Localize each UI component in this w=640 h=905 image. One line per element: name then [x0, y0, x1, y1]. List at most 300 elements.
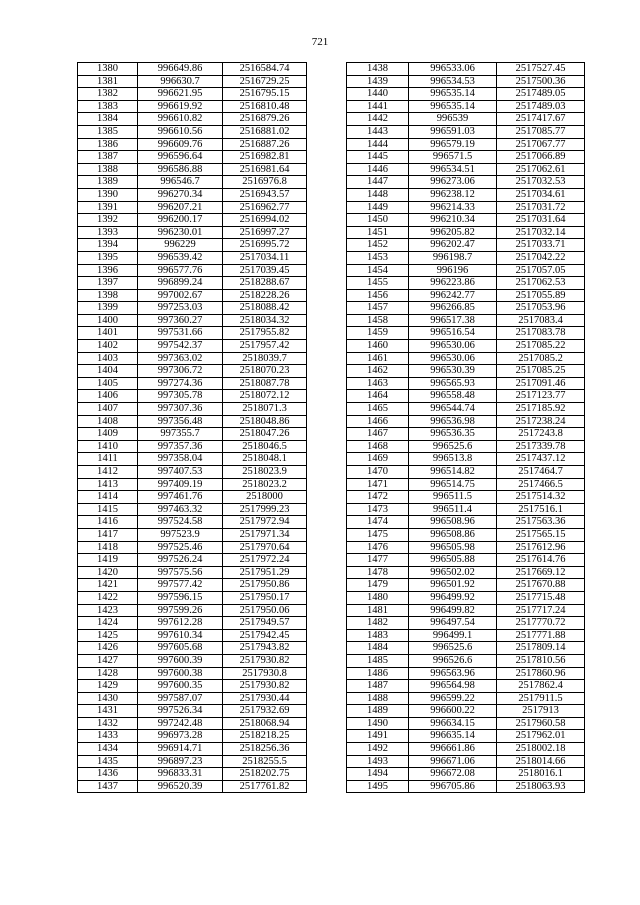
y-coordinate-cell: 2517085.25 [497, 365, 585, 378]
table-row [78, 63, 307, 76]
y-coordinate-cell: 2517930.8 [223, 667, 307, 680]
table-row [78, 88, 307, 101]
table-row [347, 75, 585, 88]
x-coordinate-cell: 996223.86 [409, 277, 497, 290]
point-number-cell: 1403 [78, 352, 138, 365]
table-row [78, 352, 307, 365]
table-row [347, 654, 585, 667]
x-coordinate-cell: 996577.76 [138, 264, 223, 277]
x-coordinate-cell: 996600.22 [409, 705, 497, 718]
table-row [78, 743, 307, 756]
y-coordinate-cell: 2517055.89 [497, 289, 585, 302]
table-row [78, 667, 307, 680]
table-row [78, 629, 307, 642]
y-coordinate-cell: 2517669.12 [497, 566, 585, 579]
x-coordinate-cell: 996609.76 [138, 138, 223, 151]
table-row [78, 428, 307, 441]
point-number-cell: 1438 [347, 63, 409, 76]
x-coordinate-cell: 997363.02 [138, 352, 223, 365]
x-coordinate-cell: 997526.34 [138, 705, 223, 718]
x-coordinate-cell: 997357.36 [138, 440, 223, 453]
table-row [78, 554, 307, 567]
table-row [347, 214, 585, 227]
x-coordinate-cell: 996242.77 [409, 289, 497, 302]
point-number-cell: 1477 [347, 554, 409, 567]
table-row [78, 768, 307, 781]
y-coordinate-cell: 2517612.96 [497, 541, 585, 554]
x-coordinate-cell: 997587.07 [138, 692, 223, 705]
point-number-cell: 1474 [347, 516, 409, 529]
x-coordinate-cell: 996526.6 [409, 654, 497, 667]
x-coordinate-cell: 996565.93 [409, 377, 497, 390]
point-number-cell: 1432 [78, 717, 138, 730]
y-coordinate-cell: 2517032.14 [497, 226, 585, 239]
y-coordinate-cell: 2517717.24 [497, 604, 585, 617]
table-row [347, 642, 585, 655]
x-coordinate-cell: 996514.75 [409, 478, 497, 491]
y-coordinate-cell: 2517053.96 [497, 302, 585, 315]
point-number-cell: 1381 [78, 75, 138, 88]
y-coordinate-cell: 2516982.81 [223, 151, 307, 164]
y-coordinate-cell: 2518072.12 [223, 390, 307, 403]
point-number-cell: 1479 [347, 579, 409, 592]
point-number-cell: 1491 [347, 730, 409, 743]
point-number-cell: 1423 [78, 604, 138, 617]
x-coordinate-cell: 996599.22 [409, 692, 497, 705]
point-number-cell: 1488 [347, 692, 409, 705]
x-coordinate-cell: 996586.88 [138, 163, 223, 176]
table-row [78, 692, 307, 705]
table-row [347, 730, 585, 743]
point-number-cell: 1425 [78, 629, 138, 642]
table-row [78, 188, 307, 201]
point-number-cell: 1475 [347, 528, 409, 541]
point-number-cell: 1415 [78, 503, 138, 516]
point-number-cell: 1395 [78, 251, 138, 264]
table-row [347, 667, 585, 680]
table-row [78, 591, 307, 604]
table-row [347, 327, 585, 340]
y-coordinate-cell: 2517715.48 [497, 591, 585, 604]
x-coordinate-cell: 997612.28 [138, 617, 223, 630]
y-coordinate-cell: 2517930.44 [223, 692, 307, 705]
point-number-cell: 1393 [78, 226, 138, 239]
y-coordinate-cell: 2517930.82 [223, 680, 307, 693]
table-row [78, 755, 307, 768]
table-row [347, 365, 585, 378]
table-row [347, 478, 585, 491]
x-coordinate-cell: 997358.04 [138, 453, 223, 466]
table-row [347, 755, 585, 768]
x-coordinate-cell: 996238.12 [409, 188, 497, 201]
y-coordinate-cell: 2517999.23 [223, 503, 307, 516]
x-coordinate-cell: 996539.42 [138, 251, 223, 264]
x-coordinate-cell: 997407.53 [138, 466, 223, 479]
table-row [347, 579, 585, 592]
y-coordinate-cell: 2517085.22 [497, 340, 585, 353]
y-coordinate-cell: 2518087.78 [223, 377, 307, 390]
y-coordinate-cell: 2517911.5 [497, 692, 585, 705]
point-number-cell: 1410 [78, 440, 138, 453]
x-coordinate-cell: 997577.42 [138, 579, 223, 592]
point-number-cell: 1416 [78, 516, 138, 529]
point-number-cell: 1459 [347, 327, 409, 340]
x-coordinate-cell: 996619.92 [138, 100, 223, 113]
table-row [78, 705, 307, 718]
x-coordinate-cell: 996634.15 [409, 717, 497, 730]
x-coordinate-cell: 996205.82 [409, 226, 497, 239]
table-row [347, 314, 585, 327]
table-row [78, 566, 307, 579]
point-number-cell: 1476 [347, 541, 409, 554]
point-number-cell: 1408 [78, 415, 138, 428]
table-row [78, 440, 307, 453]
point-number-cell: 1405 [78, 377, 138, 390]
point-number-cell: 1412 [78, 466, 138, 479]
point-number-cell: 1492 [347, 743, 409, 756]
point-number-cell: 1465 [347, 403, 409, 416]
x-coordinate-cell: 996517.38 [409, 314, 497, 327]
point-number-cell: 1427 [78, 654, 138, 667]
table-row [347, 100, 585, 113]
table-row [78, 415, 307, 428]
y-coordinate-cell: 2517516.1 [497, 503, 585, 516]
point-number-cell: 1478 [347, 566, 409, 579]
y-coordinate-cell: 2517489.03 [497, 100, 585, 113]
table-row [78, 516, 307, 529]
y-coordinate-cell: 2517950.17 [223, 591, 307, 604]
table-body [78, 63, 307, 793]
table-row [347, 453, 585, 466]
x-coordinate-cell: 997274.36 [138, 377, 223, 390]
y-coordinate-cell: 2518039.7 [223, 352, 307, 365]
x-coordinate-cell: 996536.35 [409, 428, 497, 441]
x-coordinate-cell: 996198.7 [409, 251, 497, 264]
point-number-cell: 1420 [78, 566, 138, 579]
table-row [347, 516, 585, 529]
y-coordinate-cell: 2518048.86 [223, 415, 307, 428]
x-coordinate-cell: 996514.82 [409, 466, 497, 479]
table-row [78, 163, 307, 176]
y-coordinate-cell: 2517971.34 [223, 528, 307, 541]
y-coordinate-cell: 2517563.36 [497, 516, 585, 529]
point-number-cell: 1449 [347, 201, 409, 214]
table-row [347, 466, 585, 479]
y-coordinate-cell: 2516997.27 [223, 226, 307, 239]
point-number-cell: 1400 [78, 314, 138, 327]
y-coordinate-cell: 2517067.77 [497, 138, 585, 151]
table-row [347, 403, 585, 416]
x-coordinate-cell: 996649.86 [138, 63, 223, 76]
x-coordinate-cell: 996530.06 [409, 352, 497, 365]
table-row [347, 289, 585, 302]
coordinates-table-right [346, 62, 585, 793]
table-row [78, 730, 307, 743]
x-coordinate-cell: 997605.68 [138, 642, 223, 655]
table-row [347, 743, 585, 756]
point-number-cell: 1433 [78, 730, 138, 743]
point-number-cell: 1435 [78, 755, 138, 768]
y-coordinate-cell: 2518218.25 [223, 730, 307, 743]
table-row [347, 705, 585, 718]
x-coordinate-cell: 996525.6 [409, 440, 497, 453]
table-row [78, 176, 307, 189]
point-number-cell: 1451 [347, 226, 409, 239]
table-row [347, 390, 585, 403]
y-coordinate-cell: 2517930.82 [223, 654, 307, 667]
table-row [347, 277, 585, 290]
table-row [78, 251, 307, 264]
point-number-cell: 1450 [347, 214, 409, 227]
y-coordinate-cell: 2517339.78 [497, 440, 585, 453]
point-number-cell: 1468 [347, 440, 409, 453]
table-row [78, 327, 307, 340]
x-coordinate-cell: 996596.64 [138, 151, 223, 164]
point-number-cell: 1453 [347, 251, 409, 264]
y-coordinate-cell: 2517614.76 [497, 554, 585, 567]
point-number-cell: 1390 [78, 188, 138, 201]
y-coordinate-cell: 2518034.32 [223, 314, 307, 327]
table-row [78, 226, 307, 239]
point-number-cell: 1445 [347, 151, 409, 164]
table-row [78, 579, 307, 592]
x-coordinate-cell: 996591.03 [409, 125, 497, 138]
y-coordinate-cell: 2517972.24 [223, 554, 307, 567]
table-row [347, 428, 585, 441]
table-row [347, 88, 585, 101]
x-coordinate-cell: 996505.98 [409, 541, 497, 554]
table-row [347, 554, 585, 567]
x-coordinate-cell: 996530.06 [409, 340, 497, 353]
x-coordinate-cell: 996513.8 [409, 453, 497, 466]
point-number-cell: 1398 [78, 289, 138, 302]
y-coordinate-cell: 2517464.7 [497, 466, 585, 479]
table-row [78, 377, 307, 390]
point-number-cell: 1419 [78, 554, 138, 567]
table-row [347, 302, 585, 315]
table-row [347, 138, 585, 151]
x-coordinate-cell: 996544.74 [409, 403, 497, 416]
point-number-cell: 1396 [78, 264, 138, 277]
y-coordinate-cell: 2518255.5 [223, 755, 307, 768]
point-number-cell: 1380 [78, 63, 138, 76]
table-row [347, 617, 585, 630]
x-coordinate-cell: 997305.78 [138, 390, 223, 403]
table-row [347, 340, 585, 353]
x-coordinate-cell: 997600.38 [138, 667, 223, 680]
table-row [78, 214, 307, 227]
table-row [78, 617, 307, 630]
y-coordinate-cell: 2517066.89 [497, 151, 585, 164]
table-row [78, 151, 307, 164]
table-row [347, 591, 585, 604]
y-coordinate-cell: 2517670.88 [497, 579, 585, 592]
point-number-cell: 1439 [347, 75, 409, 88]
y-coordinate-cell: 2518068.94 [223, 717, 307, 730]
table-row [347, 377, 585, 390]
table-row [347, 717, 585, 730]
point-number-cell: 1471 [347, 478, 409, 491]
y-coordinate-cell: 2516995.72 [223, 239, 307, 252]
point-number-cell: 1493 [347, 755, 409, 768]
x-coordinate-cell: 997002.67 [138, 289, 223, 302]
point-number-cell: 1391 [78, 201, 138, 214]
point-number-cell: 1446 [347, 163, 409, 176]
y-coordinate-cell: 2517243.8 [497, 428, 585, 441]
point-number-cell: 1437 [78, 780, 138, 793]
y-coordinate-cell: 2517466.5 [497, 478, 585, 491]
y-coordinate-cell: 2517943.82 [223, 642, 307, 655]
table-row [347, 188, 585, 201]
point-number-cell: 1481 [347, 604, 409, 617]
y-coordinate-cell: 2516962.77 [223, 201, 307, 214]
point-number-cell: 1401 [78, 327, 138, 340]
table-row [78, 680, 307, 693]
point-number-cell: 1394 [78, 239, 138, 252]
y-coordinate-cell: 2518256.36 [223, 743, 307, 756]
x-coordinate-cell: 996571.5 [409, 151, 497, 164]
table-row [347, 440, 585, 453]
y-coordinate-cell: 2516981.64 [223, 163, 307, 176]
y-coordinate-cell: 2517955.82 [223, 327, 307, 340]
x-coordinate-cell: 997575.56 [138, 566, 223, 579]
x-coordinate-cell: 997599.26 [138, 604, 223, 617]
point-number-cell: 1487 [347, 680, 409, 693]
y-coordinate-cell: 2517950.86 [223, 579, 307, 592]
table-row [78, 365, 307, 378]
x-coordinate-cell: 996914.71 [138, 743, 223, 756]
x-coordinate-cell: 996897.23 [138, 755, 223, 768]
point-number-cell: 1414 [78, 491, 138, 504]
table-body [347, 63, 585, 793]
point-number-cell: 1387 [78, 151, 138, 164]
point-number-cell: 1384 [78, 113, 138, 126]
point-number-cell: 1443 [347, 125, 409, 138]
x-coordinate-cell: 997600.39 [138, 654, 223, 667]
point-number-cell: 1388 [78, 163, 138, 176]
x-coordinate-cell: 997524.58 [138, 516, 223, 529]
x-coordinate-cell: 997306.72 [138, 365, 223, 378]
x-coordinate-cell: 996564.98 [409, 680, 497, 693]
x-coordinate-cell: 996499.82 [409, 604, 497, 617]
x-coordinate-cell: 996508.86 [409, 528, 497, 541]
y-coordinate-cell: 2518002.18 [497, 743, 585, 756]
table-row [78, 75, 307, 88]
y-coordinate-cell: 2517031.72 [497, 201, 585, 214]
x-coordinate-cell: 996535.14 [409, 88, 497, 101]
point-number-cell: 1430 [78, 692, 138, 705]
y-coordinate-cell: 2517085.2 [497, 352, 585, 365]
y-coordinate-cell: 2517083.78 [497, 327, 585, 340]
point-number-cell: 1434 [78, 743, 138, 756]
x-coordinate-cell: 996511.5 [409, 491, 497, 504]
x-coordinate-cell: 996630.7 [138, 75, 223, 88]
table-row [78, 717, 307, 730]
point-number-cell: 1418 [78, 541, 138, 554]
point-number-cell: 1436 [78, 768, 138, 781]
y-coordinate-cell: 2517957.42 [223, 340, 307, 353]
table-row [78, 277, 307, 290]
table-row [347, 491, 585, 504]
y-coordinate-cell: 2517500.36 [497, 75, 585, 88]
y-coordinate-cell: 2516976.8 [223, 176, 307, 189]
y-coordinate-cell: 2517039.45 [223, 264, 307, 277]
point-number-cell: 1411 [78, 453, 138, 466]
x-coordinate-cell: 996610.82 [138, 113, 223, 126]
point-number-cell: 1485 [347, 654, 409, 667]
x-coordinate-cell: 997531.66 [138, 327, 223, 340]
point-number-cell: 1440 [347, 88, 409, 101]
coordinates-table-left [77, 62, 307, 793]
table-row [347, 680, 585, 693]
table-row [347, 201, 585, 214]
y-coordinate-cell: 2518070.23 [223, 365, 307, 378]
point-number-cell: 1383 [78, 100, 138, 113]
point-number-cell: 1429 [78, 680, 138, 693]
x-coordinate-cell: 996899.24 [138, 277, 223, 290]
point-number-cell: 1397 [78, 277, 138, 290]
table-row [78, 340, 307, 353]
table-row [78, 113, 307, 126]
x-coordinate-cell: 996270.34 [138, 188, 223, 201]
point-number-cell: 1473 [347, 503, 409, 516]
y-coordinate-cell: 2516795.15 [223, 88, 307, 101]
y-coordinate-cell: 2517085.77 [497, 125, 585, 138]
table-row [78, 125, 307, 138]
point-number-cell: 1407 [78, 403, 138, 416]
y-coordinate-cell: 2517091.46 [497, 377, 585, 390]
x-coordinate-cell: 996214.33 [409, 201, 497, 214]
point-number-cell: 1480 [347, 591, 409, 604]
y-coordinate-cell: 2518016.1 [497, 768, 585, 781]
x-coordinate-cell: 996266.85 [409, 302, 497, 315]
table-row [347, 163, 585, 176]
x-coordinate-cell: 997355.7 [138, 428, 223, 441]
x-coordinate-cell: 996525.6 [409, 642, 497, 655]
y-coordinate-cell: 2518000 [223, 491, 307, 504]
y-coordinate-cell: 2517042.22 [497, 251, 585, 264]
x-coordinate-cell: 996558.48 [409, 390, 497, 403]
x-coordinate-cell: 997409.19 [138, 478, 223, 491]
y-coordinate-cell: 2517942.45 [223, 629, 307, 642]
table-row [78, 541, 307, 554]
y-coordinate-cell: 2517034.61 [497, 188, 585, 201]
point-number-cell: 1495 [347, 780, 409, 793]
y-coordinate-cell: 2517809.14 [497, 642, 585, 655]
point-number-cell: 1444 [347, 138, 409, 151]
x-coordinate-cell: 996502.02 [409, 566, 497, 579]
y-coordinate-cell: 2516810.48 [223, 100, 307, 113]
y-coordinate-cell: 2516887.26 [223, 138, 307, 151]
table-row [347, 541, 585, 554]
table-row [78, 491, 307, 504]
x-coordinate-cell: 996671.06 [409, 755, 497, 768]
y-coordinate-cell: 2517761.82 [223, 780, 307, 793]
point-number-cell: 1490 [347, 717, 409, 730]
y-coordinate-cell: 2517514.32 [497, 491, 585, 504]
table-row [347, 604, 585, 617]
y-coordinate-cell: 2517032.53 [497, 176, 585, 189]
y-coordinate-cell: 2517057.05 [497, 264, 585, 277]
table-row [78, 604, 307, 617]
x-coordinate-cell: 997463.32 [138, 503, 223, 516]
point-number-cell: 1406 [78, 390, 138, 403]
point-number-cell: 1466 [347, 415, 409, 428]
x-coordinate-cell: 996579.19 [409, 138, 497, 151]
x-coordinate-cell: 996534.51 [409, 163, 497, 176]
y-coordinate-cell: 2517417.67 [497, 113, 585, 126]
point-number-cell: 1389 [78, 176, 138, 189]
